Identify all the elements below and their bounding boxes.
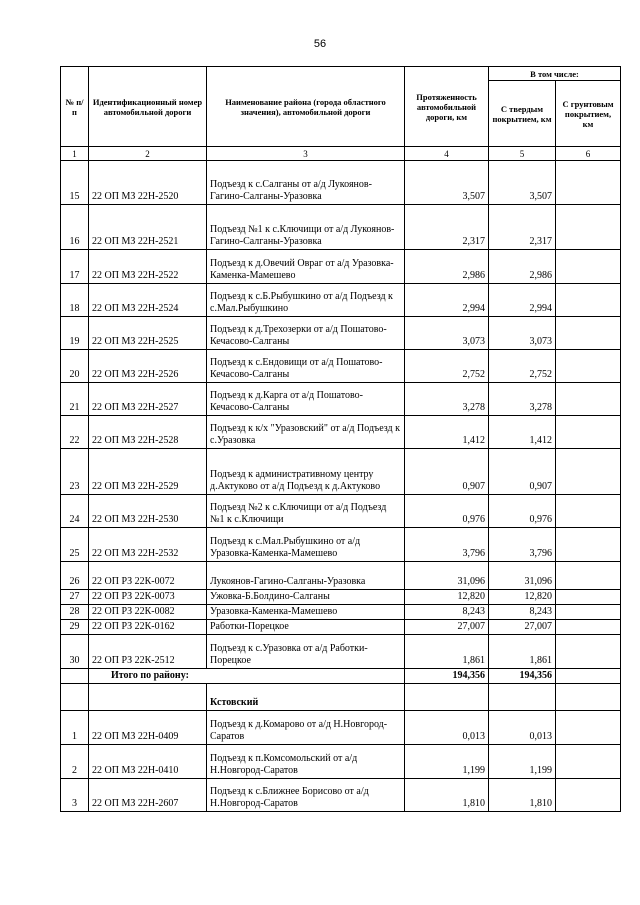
column-number: 3: [207, 147, 405, 161]
road-length: 3,278: [405, 383, 489, 416]
table-row: [61, 528, 621, 562]
road-length: 3,796: [405, 528, 489, 562]
road-length: 3,073: [405, 317, 489, 350]
road-name: Подъезд к д.Комарово от а/д Н.Новгород-Саратов: [207, 711, 405, 745]
table-row: [61, 383, 621, 416]
road-hard-length: 0,976: [489, 495, 556, 528]
road-id: 22 ОП РЗ 22К-0072: [89, 562, 207, 590]
row-number: 19: [61, 317, 89, 350]
column-number: 4: [405, 147, 489, 161]
road-name: Подъезд №2 к с.Ключищи от а/д Подъезд №1 к с.Ключищи: [207, 495, 405, 528]
row-number: 17: [61, 250, 89, 284]
road-hard-length: 27,007: [489, 620, 556, 635]
table-row: [61, 161, 621, 205]
district-row: [61, 684, 621, 711]
row-number: 22: [61, 416, 89, 449]
row-number: 3: [61, 779, 89, 812]
road-name: Подъезд к с.Ближнее Борисово от а/д Н.Новгород-Саратов: [207, 779, 405, 812]
row-number: 20: [61, 350, 89, 383]
road-soft-length: [556, 562, 621, 590]
road-hard-length: 2,752: [489, 350, 556, 383]
road-hard-length: 3,507: [489, 161, 556, 205]
total-row: [61, 669, 621, 684]
header-hard: С твердым покрытием, км: [489, 81, 556, 147]
road-name: Подъезд к д.Овечий Овраг от а/д Уразовка-Каменка-Мамешево: [207, 250, 405, 284]
page-number: 56: [313, 38, 327, 50]
road-hard-length: 2,317: [489, 205, 556, 250]
row-number: 30: [61, 635, 89, 669]
road-name: Уразовка-Каменка-Мамешево: [207, 605, 405, 620]
road-length: 1,861: [405, 635, 489, 669]
row-number: 27: [61, 590, 89, 605]
road-soft-length: [556, 620, 621, 635]
road-name: Подъезд к п.Комсомольский от а/д Н.Новгород-Саратов: [207, 745, 405, 779]
road-id: 22 ОП МЗ 22Н-2521: [89, 205, 207, 250]
road-hard-length: 12,820: [489, 590, 556, 605]
road-name: Ужовка-Б.Болдино-Салганы: [207, 590, 405, 605]
road-soft-length: [556, 284, 621, 317]
table-row: [61, 495, 621, 528]
road-length: 1,412: [405, 416, 489, 449]
column-number: 2: [89, 147, 207, 161]
road-hard-length: 0,013: [489, 711, 556, 745]
header-length: Протяженность автомобильной дороги, км: [405, 67, 489, 147]
roads-table: [60, 66, 621, 812]
header-name: Наименование района (города областного значения), автомобильной дороги: [207, 67, 405, 147]
road-name: Подъезд к с.Б.Рыбушкино от а/д Подъезд к с.Мал.Рыбушкино: [207, 284, 405, 317]
row-number: 16: [61, 205, 89, 250]
road-length: 0,907: [405, 449, 489, 495]
table-row: [61, 416, 621, 449]
road-id: 22 ОП МЗ 22Н-2527: [89, 383, 207, 416]
road-soft-length: [556, 205, 621, 250]
road-soft-length: [556, 528, 621, 562]
road-hard-length: 1,199: [489, 745, 556, 779]
table-row: [61, 745, 621, 779]
road-hard-length: 2,994: [489, 284, 556, 317]
road-hard-length: 1,861: [489, 635, 556, 669]
road-hard-length: 3,278: [489, 383, 556, 416]
row-number: 28: [61, 605, 89, 620]
road-hard-length: 0,907: [489, 449, 556, 495]
road-soft-length: [556, 161, 621, 205]
row-number: 24: [61, 495, 89, 528]
road-soft-length: [556, 745, 621, 779]
road-length: 2,994: [405, 284, 489, 317]
road-id: 22 ОП МЗ 22Н-0410: [89, 745, 207, 779]
road-name: Подъезд к с.Салганы от а/д Лукоянов-Гагино-Салганы-Уразовка: [207, 161, 405, 205]
road-id: 22 ОП МЗ 22Н-2528: [89, 416, 207, 449]
table-row: [61, 779, 621, 812]
table-row: [61, 284, 621, 317]
road-id: 22 ОП МЗ 22Н-2526: [89, 350, 207, 383]
road-soft-length: [556, 635, 621, 669]
road-hard-length: 31,096: [489, 562, 556, 590]
table-row: [61, 317, 621, 350]
row-number: 2: [61, 745, 89, 779]
road-length: 27,007: [405, 620, 489, 635]
road-id: 22 ОП МЗ 22Н-2532: [89, 528, 207, 562]
road-length: 8,243: [405, 605, 489, 620]
road-name: Лукоянов-Гагино-Салганы-Уразовка: [207, 562, 405, 590]
road-hard-length: 2,986: [489, 250, 556, 284]
road-soft-length: [556, 416, 621, 449]
road-hard-length: 1,810: [489, 779, 556, 812]
road-length: 31,096: [405, 562, 489, 590]
road-length: 2,317: [405, 205, 489, 250]
road-length: 1,810: [405, 779, 489, 812]
district-name: Кстовский: [207, 684, 405, 711]
table-row: [61, 711, 621, 745]
road-length: 3,507: [405, 161, 489, 205]
road-soft-length: [556, 779, 621, 812]
road-hard-length: 1,412: [489, 416, 556, 449]
row-number: 29: [61, 620, 89, 635]
table-row: [61, 635, 621, 669]
road-id: 22 ОП РЗ 22К-2512: [89, 635, 207, 669]
header-no: № п/п: [61, 67, 89, 147]
road-id: 22 ОП МЗ 22Н-2529: [89, 449, 207, 495]
road-id: 22 ОП РЗ 22К-0073: [89, 590, 207, 605]
table-row: [61, 562, 621, 590]
road-soft-length: [556, 711, 621, 745]
road-soft-length: [556, 350, 621, 383]
road-length: 2,986: [405, 250, 489, 284]
road-soft-length: [556, 250, 621, 284]
row-number: 1: [61, 711, 89, 745]
row-number: 25: [61, 528, 89, 562]
row-number: 23: [61, 449, 89, 495]
row-number: 21: [61, 383, 89, 416]
total-length: 194,356: [405, 669, 489, 684]
road-length: 0,976: [405, 495, 489, 528]
road-soft-length: [556, 449, 621, 495]
table-row: [61, 605, 621, 620]
road-length: 12,820: [405, 590, 489, 605]
road-name: Подъезд к административному центру д.Актуково от а/д Подъезд к д.Актуково: [207, 449, 405, 495]
table-row: [61, 205, 621, 250]
table-row: [61, 350, 621, 383]
table-row: [61, 449, 621, 495]
road-name: Подъезд к с.Ендовищи от а/д Пошатово-Кечасово-Салганы: [207, 350, 405, 383]
road-id: 22 ОП МЗ 22Н-2522: [89, 250, 207, 284]
road-name: Подъезд к с.Уразовка от а/д Работки-Порецкое: [207, 635, 405, 669]
column-number: 1: [61, 147, 89, 161]
column-numbers-row: [61, 147, 621, 161]
road-id: 22 ОП МЗ 22Н-2607: [89, 779, 207, 812]
road-soft-length: [556, 383, 621, 416]
row-number: 18: [61, 284, 89, 317]
road-name: Подъезд к д.Карга от а/д Пошатово-Кечасово-Салганы: [207, 383, 405, 416]
column-number: 6: [556, 147, 621, 161]
road-soft-length: [556, 317, 621, 350]
road-id: 22 ОП МЗ 22Н-2524: [89, 284, 207, 317]
road-length: 1,199: [405, 745, 489, 779]
header-soft: С грунтовым покрытием, км: [556, 81, 621, 147]
road-name: Подъезд к к/х "Уразовский" от а/д Подъезд к с.Уразовка: [207, 416, 405, 449]
header-group: В том числе:: [489, 67, 621, 81]
road-hard-length: 3,073: [489, 317, 556, 350]
road-soft-length: [556, 495, 621, 528]
road-id: 22 ОП МЗ 22Н-0409: [89, 711, 207, 745]
row-number: 26: [61, 562, 89, 590]
road-name: Работки-Порецкое: [207, 620, 405, 635]
road-id: 22 ОП РЗ 22К-0082: [89, 605, 207, 620]
table-row: [61, 620, 621, 635]
road-hard-length: 3,796: [489, 528, 556, 562]
road-name: Подъезд к д.Трехозерки от а/д Пошатово-Кечасово-Салганы: [207, 317, 405, 350]
road-soft-length: [556, 590, 621, 605]
table-row: [61, 250, 621, 284]
road-name: Подъезд №1 к с.Ключищи от а/д Лукоянов-Гагино-Салганы-Уразовка: [207, 205, 405, 250]
road-hard-length: 8,243: [489, 605, 556, 620]
road-id: 22 ОП МЗ 22Н-2520: [89, 161, 207, 205]
road-soft-length: [556, 605, 621, 620]
column-number: 5: [489, 147, 556, 161]
road-id: 22 ОП МЗ 22Н-2525: [89, 317, 207, 350]
road-length: 0,013: [405, 711, 489, 745]
table-row: [61, 590, 621, 605]
road-length: 2,752: [405, 350, 489, 383]
header-id: Идентификационный номер автомобильной дороги: [89, 67, 207, 147]
total-soft: [556, 669, 621, 684]
road-id: 22 ОП РЗ 22К-0162: [89, 620, 207, 635]
row-number: 15: [61, 161, 89, 205]
road-id: 22 ОП МЗ 22Н-2530: [89, 495, 207, 528]
road-name: Подъезд к с.Мал.Рыбушкино от а/д Уразовка-Каменка-Мамешево: [207, 528, 405, 562]
total-label: Итого по району:: [89, 669, 405, 684]
total-hard: 194,356: [489, 669, 556, 684]
